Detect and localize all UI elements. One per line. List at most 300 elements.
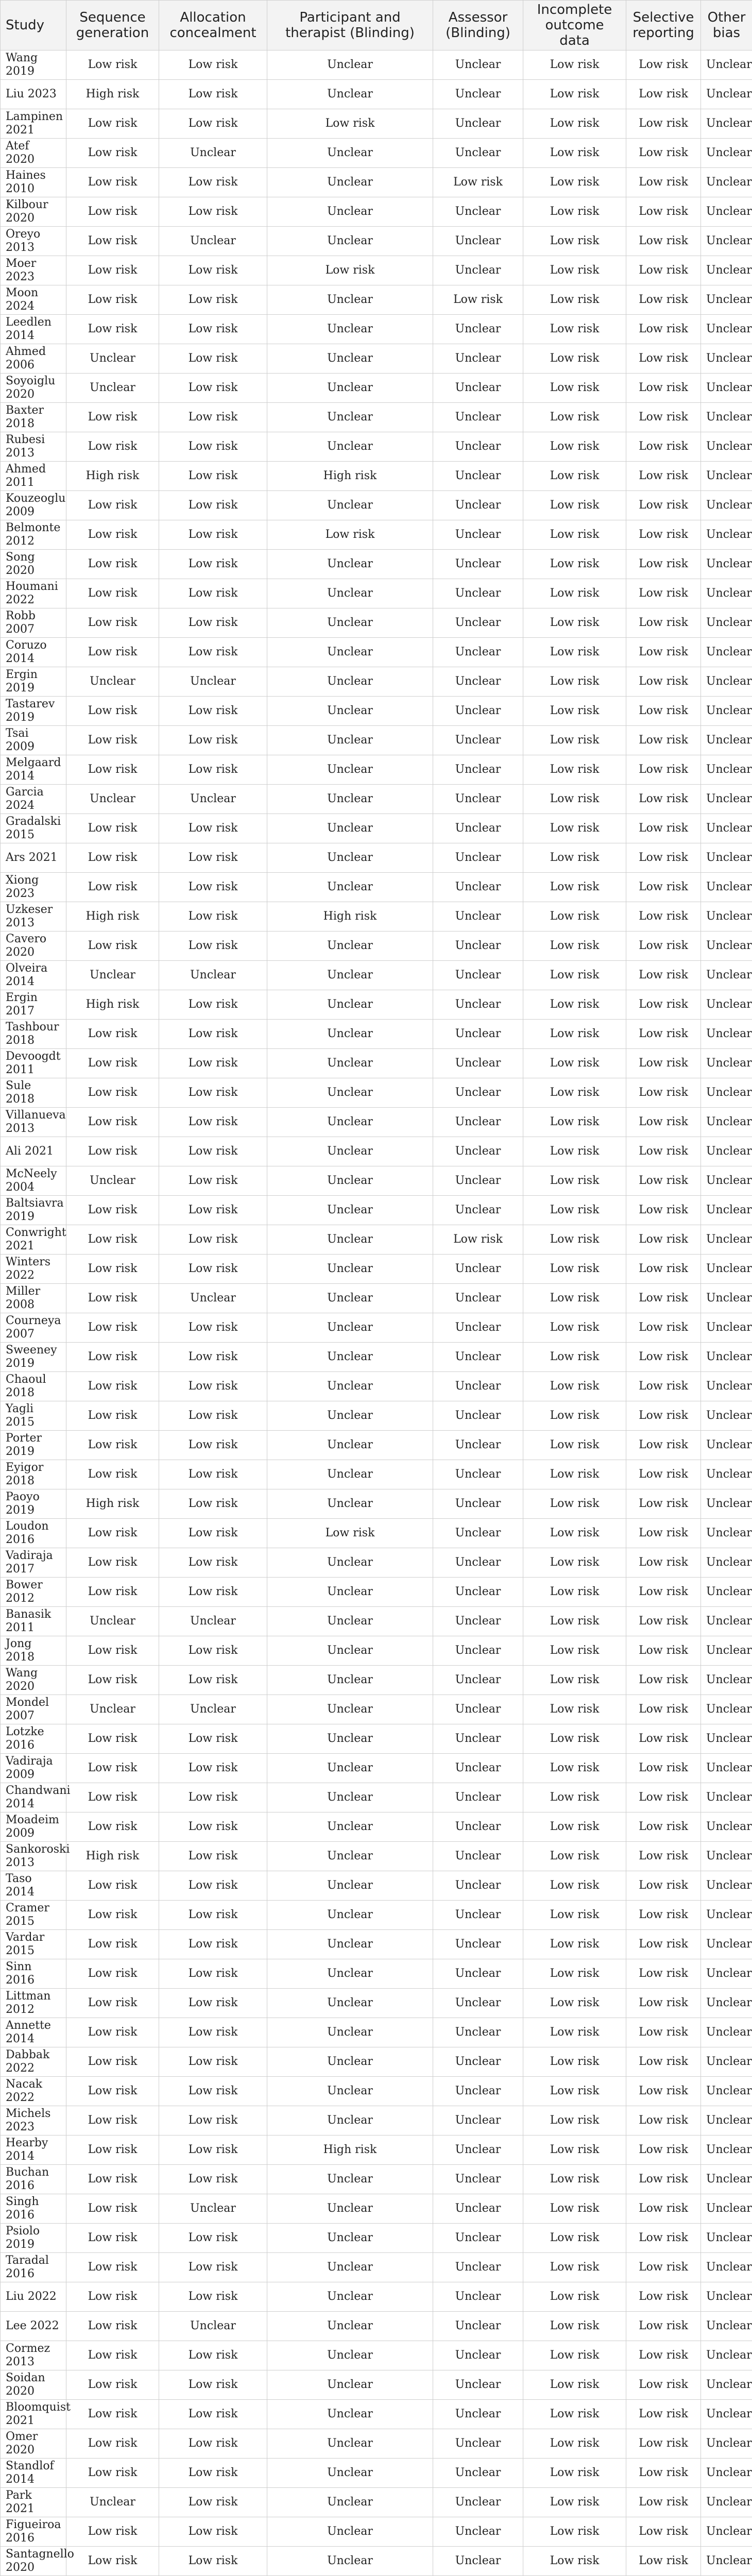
- cell-allocation-concealment: Unclear: [159, 2312, 267, 2341]
- cell-incomplete-outcome-data: Low risk: [523, 491, 626, 520]
- cell-study: Cramer 2015: [1, 1901, 66, 1930]
- cell-incomplete-outcome-data: Low risk: [523, 1636, 626, 1666]
- cell-incomplete-outcome-data: Low risk: [523, 873, 626, 902]
- cell-allocation-concealment: Low risk: [159, 315, 267, 344]
- cell-allocation-concealment: Low risk: [159, 2488, 267, 2517]
- cell-study: Psiolo 2019: [1, 2224, 66, 2253]
- cell-incomplete-outcome-data: Low risk: [523, 1196, 626, 1225]
- cell-incomplete-outcome-data: Low risk: [523, 550, 626, 579]
- cell-participant-therapist-blinding: Unclear: [267, 2312, 433, 2341]
- cell-study: Uzkeser 2013: [1, 902, 66, 931]
- cell-study: Ahmed 2006: [1, 344, 66, 374]
- cell-other-bias: Unclear: [701, 579, 752, 608]
- cell-participant-therapist-blinding: Unclear: [267, 2194, 433, 2224]
- cell-sequence-generation: Low risk: [66, 931, 159, 961]
- cell-allocation-concealment: Low risk: [159, 2547, 267, 2576]
- cell-allocation-concealment: Low risk: [159, 1636, 267, 1666]
- cell-incomplete-outcome-data: Low risk: [523, 1754, 626, 1783]
- cell-participant-therapist-blinding: Unclear: [267, 1959, 433, 1989]
- cell-sequence-generation: Low risk: [66, 1666, 159, 1695]
- cell-selective-reporting: Low risk: [626, 1255, 701, 1284]
- cell-participant-therapist-blinding: Unclear: [267, 550, 433, 579]
- cell-other-bias: Unclear: [701, 1783, 752, 1812]
- cell-allocation-concealment: Low risk: [159, 697, 267, 726]
- cell-sequence-generation: Low risk: [66, 1196, 159, 1225]
- cell-assessor-blinding: Unclear: [433, 2547, 523, 2576]
- cell-other-bias: Unclear: [701, 1519, 752, 1548]
- cell-selective-reporting: Low risk: [626, 2282, 701, 2312]
- cell-selective-reporting: Low risk: [626, 2136, 701, 2165]
- cell-study: Littman 2012: [1, 1989, 66, 2018]
- cell-assessor-blinding: Unclear: [433, 550, 523, 579]
- cell-assessor-blinding: Unclear: [433, 1372, 523, 1401]
- cell-allocation-concealment: Low risk: [159, 2459, 267, 2488]
- cell-incomplete-outcome-data: Low risk: [523, 1401, 626, 1431]
- cell-other-bias: Unclear: [701, 2194, 752, 2224]
- table-row: [1, 608, 752, 638]
- cell-allocation-concealment: Low risk: [159, 1812, 267, 1842]
- cell-selective-reporting: Low risk: [626, 1901, 701, 1930]
- cell-participant-therapist-blinding: Unclear: [267, 1754, 433, 1783]
- table-row: [1, 1989, 752, 2018]
- cell-selective-reporting: Low risk: [626, 1489, 701, 1519]
- cell-sequence-generation: Low risk: [66, 608, 159, 638]
- cell-allocation-concealment: Low risk: [159, 873, 267, 902]
- cell-assessor-blinding: Unclear: [433, 1989, 523, 2018]
- cell-selective-reporting: Low risk: [626, 814, 701, 843]
- cell-sequence-generation: Low risk: [66, 2341, 159, 2370]
- cell-assessor-blinding: Unclear: [433, 1607, 523, 1636]
- cell-assessor-blinding: Unclear: [433, 1460, 523, 1489]
- cell-assessor-blinding: Unclear: [433, 1343, 523, 1372]
- cell-other-bias: Unclear: [701, 109, 752, 139]
- cell-allocation-concealment: Low risk: [159, 1196, 267, 1225]
- cell-incomplete-outcome-data: Low risk: [523, 1108, 626, 1137]
- cell-sequence-generation: Low risk: [66, 491, 159, 520]
- cell-assessor-blinding: Unclear: [433, 1930, 523, 1959]
- cell-participant-therapist-blinding: High risk: [267, 902, 433, 931]
- cell-incomplete-outcome-data: Low risk: [523, 2194, 626, 2224]
- cell-other-bias: Unclear: [701, 1959, 752, 1989]
- cell-incomplete-outcome-data: Low risk: [523, 1989, 626, 2018]
- cell-allocation-concealment: Low risk: [159, 1225, 267, 1255]
- table-body: [1, 50, 752, 2576]
- cell-allocation-concealment: Low risk: [159, 491, 267, 520]
- cell-assessor-blinding: Unclear: [433, 1578, 523, 1607]
- cell-incomplete-outcome-data: Low risk: [523, 50, 626, 80]
- table-row: [1, 579, 752, 608]
- cell-assessor-blinding: Unclear: [433, 1431, 523, 1460]
- cell-selective-reporting: Low risk: [626, 2400, 701, 2429]
- cell-other-bias: Unclear: [701, 1049, 752, 1078]
- cell-study: Santagnello 2020: [1, 2547, 66, 2576]
- cell-other-bias: Unclear: [701, 315, 752, 344]
- cell-assessor-blinding: Unclear: [433, 1284, 523, 1313]
- cell-sequence-generation: Low risk: [66, 1548, 159, 1578]
- table-row: [1, 2488, 752, 2517]
- cell-study: Lee 2022: [1, 2312, 66, 2341]
- table-row: [1, 697, 752, 726]
- cell-participant-therapist-blinding: Unclear: [267, 1049, 433, 1078]
- cell-allocation-concealment: Low risk: [159, 638, 267, 667]
- cell-selective-reporting: Low risk: [626, 550, 701, 579]
- cell-participant-therapist-blinding: Unclear: [267, 285, 433, 315]
- cell-incomplete-outcome-data: Low risk: [523, 520, 626, 550]
- cell-assessor-blinding: Unclear: [433, 2429, 523, 2459]
- cell-allocation-concealment: Unclear: [159, 227, 267, 256]
- cell-study: Soidan 2020: [1, 2370, 66, 2400]
- cell-sequence-generation: High risk: [66, 902, 159, 931]
- cell-study: Sankoroski 2013: [1, 1842, 66, 1871]
- cell-study: Coruzo 2014: [1, 638, 66, 667]
- cell-study: Dabbak 2022: [1, 2047, 66, 2077]
- cell-study: Chandwani 2014: [1, 1783, 66, 1812]
- cell-incomplete-outcome-data: Low risk: [523, 2136, 626, 2165]
- cell-incomplete-outcome-data: Low risk: [523, 1372, 626, 1401]
- cell-participant-therapist-blinding: Unclear: [267, 50, 433, 80]
- cell-incomplete-outcome-data: Low risk: [523, 2282, 626, 2312]
- cell-study: Liu 2022: [1, 2282, 66, 2312]
- cell-other-bias: Unclear: [701, 2047, 752, 2077]
- cell-study: Tashbour 2018: [1, 1020, 66, 1049]
- cell-sequence-generation: Unclear: [66, 1166, 159, 1196]
- cell-incomplete-outcome-data: Low risk: [523, 403, 626, 432]
- cell-assessor-blinding: Unclear: [433, 1724, 523, 1754]
- cell-participant-therapist-blinding: Unclear: [267, 1812, 433, 1842]
- table-row: [1, 1108, 752, 1137]
- cell-assessor-blinding: Unclear: [433, 1489, 523, 1519]
- cell-sequence-generation: Low risk: [66, 1930, 159, 1959]
- cell-participant-therapist-blinding: Unclear: [267, 2400, 433, 2429]
- cell-sequence-generation: Low risk: [66, 1372, 159, 1401]
- cell-participant-therapist-blinding: Unclear: [267, 2165, 433, 2194]
- cell-participant-therapist-blinding: Unclear: [267, 931, 433, 961]
- cell-allocation-concealment: Low risk: [159, 1548, 267, 1578]
- cell-participant-therapist-blinding: Unclear: [267, 1108, 433, 1137]
- cell-participant-therapist-blinding: Unclear: [267, 1666, 433, 1695]
- cell-allocation-concealment: Low risk: [159, 579, 267, 608]
- cell-other-bias: Unclear: [701, 139, 752, 168]
- cell-other-bias: Unclear: [701, 2400, 752, 2429]
- cell-participant-therapist-blinding: Unclear: [267, 579, 433, 608]
- cell-assessor-blinding: Unclear: [433, 1901, 523, 1930]
- cell-allocation-concealment: Unclear: [159, 785, 267, 814]
- cell-other-bias: Unclear: [701, 1020, 752, 1049]
- cell-participant-therapist-blinding: Unclear: [267, 1166, 433, 1196]
- cell-assessor-blinding: Unclear: [433, 902, 523, 931]
- cell-incomplete-outcome-data: Low risk: [523, 579, 626, 608]
- cell-sequence-generation: Low risk: [66, 1519, 159, 1548]
- cell-selective-reporting: Low risk: [626, 2517, 701, 2547]
- cell-allocation-concealment: Low risk: [159, 1666, 267, 1695]
- cell-other-bias: Unclear: [701, 1666, 752, 1695]
- cell-other-bias: Unclear: [701, 2517, 752, 2547]
- table-row: [1, 2136, 752, 2165]
- cell-incomplete-outcome-data: Low risk: [523, 1255, 626, 1284]
- cell-participant-therapist-blinding: Unclear: [267, 80, 433, 109]
- cell-participant-therapist-blinding: Unclear: [267, 1401, 433, 1431]
- table-row: [1, 1460, 752, 1489]
- cell-sequence-generation: Low risk: [66, 2194, 159, 2224]
- header-assessor-blinding: Assessor (Blinding): [433, 1, 523, 50]
- cell-assessor-blinding: Unclear: [433, 2077, 523, 2106]
- cell-other-bias: Unclear: [701, 374, 752, 403]
- cell-selective-reporting: Low risk: [626, 315, 701, 344]
- table-row: [1, 2429, 752, 2459]
- cell-incomplete-outcome-data: Low risk: [523, 2253, 626, 2282]
- cell-participant-therapist-blinding: Unclear: [267, 990, 433, 1020]
- cell-incomplete-outcome-data: Low risk: [523, 2018, 626, 2047]
- cell-assessor-blinding: Unclear: [433, 139, 523, 168]
- cell-study: Cormez 2013: [1, 2341, 66, 2370]
- header-allocation-concealment: Allocation concealment: [159, 1, 267, 50]
- cell-incomplete-outcome-data: Low risk: [523, 1959, 626, 1989]
- cell-sequence-generation: Low risk: [66, 1401, 159, 1431]
- cell-study: Vadiraja 2017: [1, 1548, 66, 1578]
- cell-selective-reporting: Low risk: [626, 2429, 701, 2459]
- cell-other-bias: Unclear: [701, 432, 752, 462]
- cell-study: Ergin 2017: [1, 990, 66, 1020]
- cell-participant-therapist-blinding: Unclear: [267, 1607, 433, 1636]
- cell-other-bias: Unclear: [701, 2253, 752, 2282]
- table-row: [1, 197, 752, 227]
- cell-incomplete-outcome-data: Low risk: [523, 2370, 626, 2400]
- cell-incomplete-outcome-data: Low risk: [523, 109, 626, 139]
- cell-assessor-blinding: Unclear: [433, 1871, 523, 1901]
- cell-study: Vadiraja 2009: [1, 1754, 66, 1783]
- cell-study: Paoyo 2019: [1, 1489, 66, 1519]
- cell-study: Devoogdt 2011: [1, 1049, 66, 1078]
- cell-assessor-blinding: Unclear: [433, 462, 523, 491]
- cell-other-bias: Unclear: [701, 1607, 752, 1636]
- cell-participant-therapist-blinding: Unclear: [267, 2517, 433, 2547]
- table-row: [1, 1489, 752, 1519]
- table-row: [1, 491, 752, 520]
- cell-allocation-concealment: Low risk: [159, 50, 267, 80]
- cell-sequence-generation: Low risk: [66, 315, 159, 344]
- cell-allocation-concealment: Low risk: [159, 109, 267, 139]
- cell-study: Chaoul 2018: [1, 1372, 66, 1401]
- cell-participant-therapist-blinding: Unclear: [267, 1930, 433, 1959]
- cell-selective-reporting: Low risk: [626, 403, 701, 432]
- cell-sequence-generation: Low risk: [66, 873, 159, 902]
- cell-participant-therapist-blinding: Unclear: [267, 755, 433, 785]
- cell-allocation-concealment: Low risk: [159, 2370, 267, 2400]
- cell-other-bias: Unclear: [701, 1431, 752, 1460]
- cell-selective-reporting: Low risk: [626, 990, 701, 1020]
- table-row: [1, 256, 752, 285]
- cell-other-bias: Unclear: [701, 2077, 752, 2106]
- cell-incomplete-outcome-data: Low risk: [523, 1666, 626, 1695]
- cell-sequence-generation: Low risk: [66, 197, 159, 227]
- cell-selective-reporting: Low risk: [626, 2253, 701, 2282]
- cell-selective-reporting: Low risk: [626, 462, 701, 491]
- cell-participant-therapist-blinding: Unclear: [267, 1724, 433, 1754]
- cell-other-bias: Unclear: [701, 1108, 752, 1137]
- cell-assessor-blinding: Unclear: [433, 1666, 523, 1695]
- cell-allocation-concealment: Low risk: [159, 726, 267, 755]
- cell-sequence-generation: Unclear: [66, 344, 159, 374]
- cell-incomplete-outcome-data: Low risk: [523, 931, 626, 961]
- cell-assessor-blinding: Unclear: [433, 1196, 523, 1225]
- cell-assessor-blinding: Unclear: [433, 432, 523, 462]
- cell-allocation-concealment: Low risk: [159, 1313, 267, 1343]
- cell-allocation-concealment: Low risk: [159, 1901, 267, 1930]
- cell-other-bias: Unclear: [701, 755, 752, 785]
- cell-study: Belmonte 2012: [1, 520, 66, 550]
- cell-sequence-generation: Low risk: [66, 2136, 159, 2165]
- cell-participant-therapist-blinding: Unclear: [267, 2253, 433, 2282]
- cell-participant-therapist-blinding: Unclear: [267, 491, 433, 520]
- cell-study: Wang 2020: [1, 1666, 66, 1695]
- cell-selective-reporting: Low risk: [626, 638, 701, 667]
- cell-study: Houmani 2022: [1, 579, 66, 608]
- cell-study: Banasik 2011: [1, 1607, 66, 1636]
- table-row: [1, 109, 752, 139]
- cell-participant-therapist-blinding: Unclear: [267, 1196, 433, 1225]
- table-row: [1, 2253, 752, 2282]
- cell-participant-therapist-blinding: Unclear: [267, 697, 433, 726]
- cell-study: Tsai 2009: [1, 726, 66, 755]
- cell-participant-therapist-blinding: Unclear: [267, 2341, 433, 2370]
- cell-sequence-generation: Low risk: [66, 1343, 159, 1372]
- cell-other-bias: Unclear: [701, 285, 752, 315]
- cell-participant-therapist-blinding: Unclear: [267, 2459, 433, 2488]
- cell-allocation-concealment: Unclear: [159, 1607, 267, 1636]
- cell-sequence-generation: Low risk: [66, 2106, 159, 2136]
- cell-sequence-generation: Low risk: [66, 579, 159, 608]
- cell-allocation-concealment: Unclear: [159, 139, 267, 168]
- cell-allocation-concealment: Low risk: [159, 520, 267, 550]
- cell-other-bias: Unclear: [701, 50, 752, 80]
- cell-participant-therapist-blinding: Unclear: [267, 1636, 433, 1666]
- cell-sequence-generation: Low risk: [66, 285, 159, 315]
- cell-allocation-concealment: Low risk: [159, 1049, 267, 1078]
- cell-assessor-blinding: Low risk: [433, 1225, 523, 1255]
- cell-other-bias: Unclear: [701, 785, 752, 814]
- cell-incomplete-outcome-data: Low risk: [523, 1578, 626, 1607]
- cell-incomplete-outcome-data: Low risk: [523, 1783, 626, 1812]
- table-header-row: [1, 1, 752, 50]
- table-row: [1, 785, 752, 814]
- cell-selective-reporting: Low risk: [626, 1401, 701, 1431]
- cell-assessor-blinding: Unclear: [433, 2136, 523, 2165]
- cell-allocation-concealment: Low risk: [159, 1460, 267, 1489]
- cell-allocation-concealment: Low risk: [159, 2077, 267, 2106]
- cell-incomplete-outcome-data: Low risk: [523, 1695, 626, 1724]
- cell-other-bias: Unclear: [701, 2547, 752, 2576]
- cell-allocation-concealment: Low risk: [159, 1166, 267, 1196]
- cell-selective-reporting: Low risk: [626, 1196, 701, 1225]
- cell-participant-therapist-blinding: Unclear: [267, 1343, 433, 1372]
- cell-study: McNeely 2004: [1, 1166, 66, 1196]
- cell-participant-therapist-blinding: Unclear: [267, 1372, 433, 1401]
- cell-other-bias: Unclear: [701, 2018, 752, 2047]
- cell-sequence-generation: Low risk: [66, 432, 159, 462]
- table-row: [1, 1842, 752, 1871]
- cell-selective-reporting: Low risk: [626, 931, 701, 961]
- cell-study: Baxter 2018: [1, 403, 66, 432]
- cell-incomplete-outcome-data: Low risk: [523, 1137, 626, 1166]
- header-study: Study: [1, 1, 66, 50]
- cell-other-bias: Unclear: [701, 697, 752, 726]
- cell-assessor-blinding: Unclear: [433, 1049, 523, 1078]
- cell-sequence-generation: High risk: [66, 80, 159, 109]
- cell-allocation-concealment: Low risk: [159, 1871, 267, 1901]
- cell-selective-reporting: Low risk: [626, 1959, 701, 1989]
- cell-study: Taso 2014: [1, 1871, 66, 1901]
- cell-sequence-generation: Low risk: [66, 256, 159, 285]
- table-row: [1, 1930, 752, 1959]
- cell-sequence-generation: Low risk: [66, 1871, 159, 1901]
- cell-selective-reporting: Low risk: [626, 961, 701, 990]
- cell-other-bias: Unclear: [701, 843, 752, 873]
- cell-allocation-concealment: Low risk: [159, 432, 267, 462]
- cell-allocation-concealment: Low risk: [159, 197, 267, 227]
- cell-incomplete-outcome-data: Low risk: [523, 1166, 626, 1196]
- cell-selective-reporting: Low risk: [626, 2224, 701, 2253]
- cell-allocation-concealment: Unclear: [159, 667, 267, 697]
- cell-selective-reporting: Low risk: [626, 2077, 701, 2106]
- cell-allocation-concealment: Low risk: [159, 2429, 267, 2459]
- cell-allocation-concealment: Low risk: [159, 1783, 267, 1812]
- table-row: [1, 344, 752, 374]
- cell-other-bias: Unclear: [701, 462, 752, 491]
- cell-study: Olveira 2014: [1, 961, 66, 990]
- cell-study: Baltsiavra 2019: [1, 1196, 66, 1225]
- cell-study: Loudon 2016: [1, 1519, 66, 1548]
- cell-allocation-concealment: Low risk: [159, 1519, 267, 1548]
- cell-assessor-blinding: Unclear: [433, 2224, 523, 2253]
- cell-sequence-generation: Low risk: [66, 726, 159, 755]
- header-incomplete-outcome-data: Incomplete outcome data: [523, 1, 626, 50]
- cell-sequence-generation: Low risk: [66, 1225, 159, 1255]
- cell-participant-therapist-blinding: Unclear: [267, 1137, 433, 1166]
- cell-study: Vardar 2015: [1, 1930, 66, 1959]
- cell-incomplete-outcome-data: Low risk: [523, 1901, 626, 1930]
- cell-assessor-blinding: Unclear: [433, 1548, 523, 1578]
- cell-allocation-concealment: Low risk: [159, 931, 267, 961]
- table-row: [1, 139, 752, 168]
- cell-assessor-blinding: Unclear: [433, 990, 523, 1020]
- cell-allocation-concealment: Low risk: [159, 285, 267, 315]
- cell-study: Leedlen 2014: [1, 315, 66, 344]
- table-row: [1, 873, 752, 902]
- cell-assessor-blinding: Unclear: [433, 1959, 523, 1989]
- cell-allocation-concealment: Low risk: [159, 608, 267, 638]
- table-row: [1, 2106, 752, 2136]
- cell-selective-reporting: Low risk: [626, 2459, 701, 2488]
- cell-incomplete-outcome-data: Low risk: [523, 1431, 626, 1460]
- cell-other-bias: Unclear: [701, 2136, 752, 2165]
- table-row: [1, 1078, 752, 1108]
- cell-incomplete-outcome-data: Low risk: [523, 374, 626, 403]
- cell-selective-reporting: Low risk: [626, 1607, 701, 1636]
- cell-assessor-blinding: Unclear: [433, 2517, 523, 2547]
- cell-participant-therapist-blinding: Unclear: [267, 814, 433, 843]
- cell-assessor-blinding: Unclear: [433, 1695, 523, 1724]
- cell-participant-therapist-blinding: Unclear: [267, 2047, 433, 2077]
- cell-study: Michels 2023: [1, 2106, 66, 2136]
- cell-participant-therapist-blinding: Unclear: [267, 843, 433, 873]
- cell-selective-reporting: Low risk: [626, 1783, 701, 1812]
- cell-other-bias: Unclear: [701, 344, 752, 374]
- cell-selective-reporting: Low risk: [626, 1724, 701, 1754]
- cell-allocation-concealment: Low risk: [159, 462, 267, 491]
- cell-selective-reporting: Low risk: [626, 1548, 701, 1578]
- cell-participant-therapist-blinding: Unclear: [267, 1078, 433, 1108]
- cell-participant-therapist-blinding: Unclear: [267, 432, 433, 462]
